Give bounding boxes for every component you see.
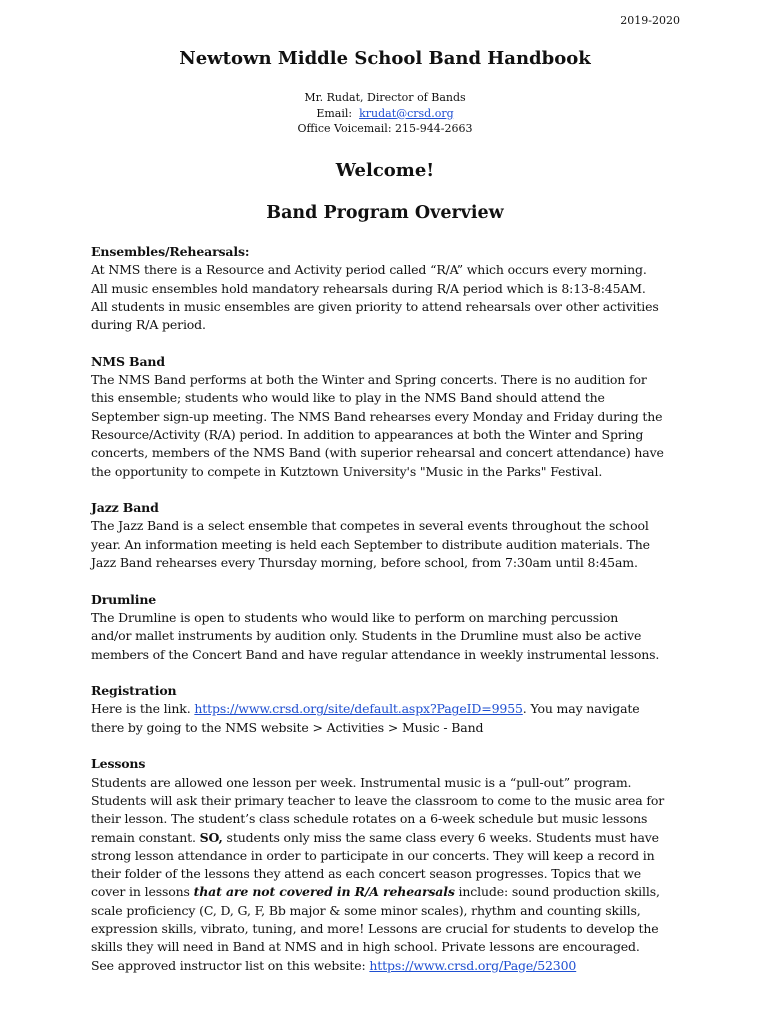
text-run: students only miss the same class every 6 weeks. Students must have [222, 829, 659, 845]
text-run: Here is the link. [91, 701, 195, 717]
school-year: 2019-2020 [620, 14, 680, 27]
section-nms-band [91, 353, 691, 481]
paragraph-line: skills they will need in Band at NMS and in high school. Private lessons are encouraged. [91, 939, 640, 955]
paragraph-line: year. An information meeting is held each September to distribute audition materials. The [91, 536, 650, 552]
document-body [91, 243, 691, 993]
paragraph-line: concerts, members of the NMS Band (with superior rehearsal and concert attendance) have [91, 445, 664, 461]
paragraph-line: their lesson. The student’s class schedule rotates on a 6-week schedule but music lessons [91, 811, 648, 827]
paragraph-line: All music ensembles hold mandatory rehearsals during R/A period which is 8:13-8:45AM. [91, 280, 646, 296]
contact-block [0, 90, 770, 137]
paragraph-line: Jazz Band rehearses every Thursday morning, before school, from 7:30am until 8:45am. [91, 555, 638, 571]
paragraph-line: there by going to the NMS website > Activities > Music - Band [91, 719, 484, 735]
overview-heading: Band Program Overview [266, 203, 504, 223]
paragraph-line [91, 883, 691, 901]
bold-run: SO, [199, 829, 223, 845]
paragraph-line: strong lesson attendance in order to participate in our concerts. They will keep a record in [91, 847, 655, 863]
page-title: Newtown Middle School Band Handbook [179, 48, 591, 69]
paragraph-line: Resource/Activity (R/A) period. In addition to appearances at both the Winter and Spring [91, 426, 644, 442]
section-jazz-band [91, 499, 691, 572]
instructor-list-link[interactable]: https://www.crsd.org/Page/52300 [369, 957, 577, 973]
paragraph-line: The NMS Band performs at both the Winter and Spring concerts. There is no audition for [91, 372, 647, 388]
paragraph-line: scale proficiency (C, D, G, F, Bb major & some minor scales), rhythm and counting skills, [91, 902, 641, 918]
paragraph-line [91, 700, 691, 718]
director-name: Mr. Rudat, Director of Bands [304, 91, 466, 104]
paragraph-line: members of the Concert Band and have regular attendance in weekly instrumental lessons. [91, 646, 660, 662]
text-run: include: sound production skills, [454, 884, 660, 900]
paragraph-line: expression skills, vibrato, tuning, and more! Lessons are crucial for students to develop the [91, 920, 659, 936]
paragraph-line: and/or mallet instruments by audition only. Students in the Drumline must also be active [91, 628, 642, 644]
paragraph-line [91, 829, 691, 847]
voicemail-line: Office Voicemail: 215-944-2663 [297, 122, 473, 135]
paragraph-line: The Drumline is open to students who would like to perform on marching percussion [91, 609, 619, 625]
section-heading: Jazz Band [91, 500, 159, 516]
paragraph-line [91, 957, 691, 975]
section-heading: Drumline [91, 591, 157, 607]
paragraph-line: the opportunity to compete in Kutztown University's "Music in the Parks" Festival. [91, 463, 603, 479]
paragraph-line: September sign-up meeting. The NMS Band rehearses every Monday and Friday during the [91, 408, 663, 424]
welcome-heading: Welcome! [335, 160, 435, 181]
paragraph-line: this ensemble; students who would like to play in the NMS Band should attend the [91, 390, 605, 406]
paragraph-line: All students in music ensembles are given priority to attend rehearsals over other activities [91, 298, 659, 314]
paragraph-line: during R/A period. [91, 317, 206, 333]
paragraph-line: their folder of the lessons they attend as each concert season progresses. Topics that we [91, 866, 642, 882]
section-heading: Lessons [91, 756, 146, 772]
section-drumline [91, 591, 691, 664]
section-ensembles [91, 243, 691, 334]
paragraph-line: At NMS there is a Resource and Activity period called “R/A” which occurs every morning. [91, 262, 647, 278]
section-lessons [91, 755, 691, 975]
paragraph-line: The Jazz Band is a select ensemble that competes in several events throughout the school [91, 518, 649, 534]
email-link[interactable]: krudat@crsd.org [359, 106, 454, 120]
section-heading: NMS Band [91, 353, 165, 369]
text-run: cover in lessons [91, 884, 194, 900]
text-run: See approved instructor list on this website: [91, 957, 370, 973]
section-registration [91, 682, 691, 737]
text-run: . You may navigate [522, 701, 640, 717]
section-heading: Ensembles/Rehearsals: [91, 244, 250, 259]
text-run: remain constant. [91, 829, 200, 845]
email-label: Email: [316, 106, 353, 120]
paragraph-line: Students will ask their primary teacher to leave the classroom to come to the music area for [91, 792, 665, 808]
section-heading: Registration [91, 683, 177, 699]
email-line [0, 106, 770, 122]
paragraph-line: Students are allowed one lesson per week. Instrumental music is a “pull-out” program. [91, 774, 632, 790]
emphasis-run: that are not covered in R/A rehearsals [193, 884, 455, 900]
registration-link[interactable]: https://www.crsd.org/site/default.aspx?PageID=9955 [194, 701, 523, 717]
